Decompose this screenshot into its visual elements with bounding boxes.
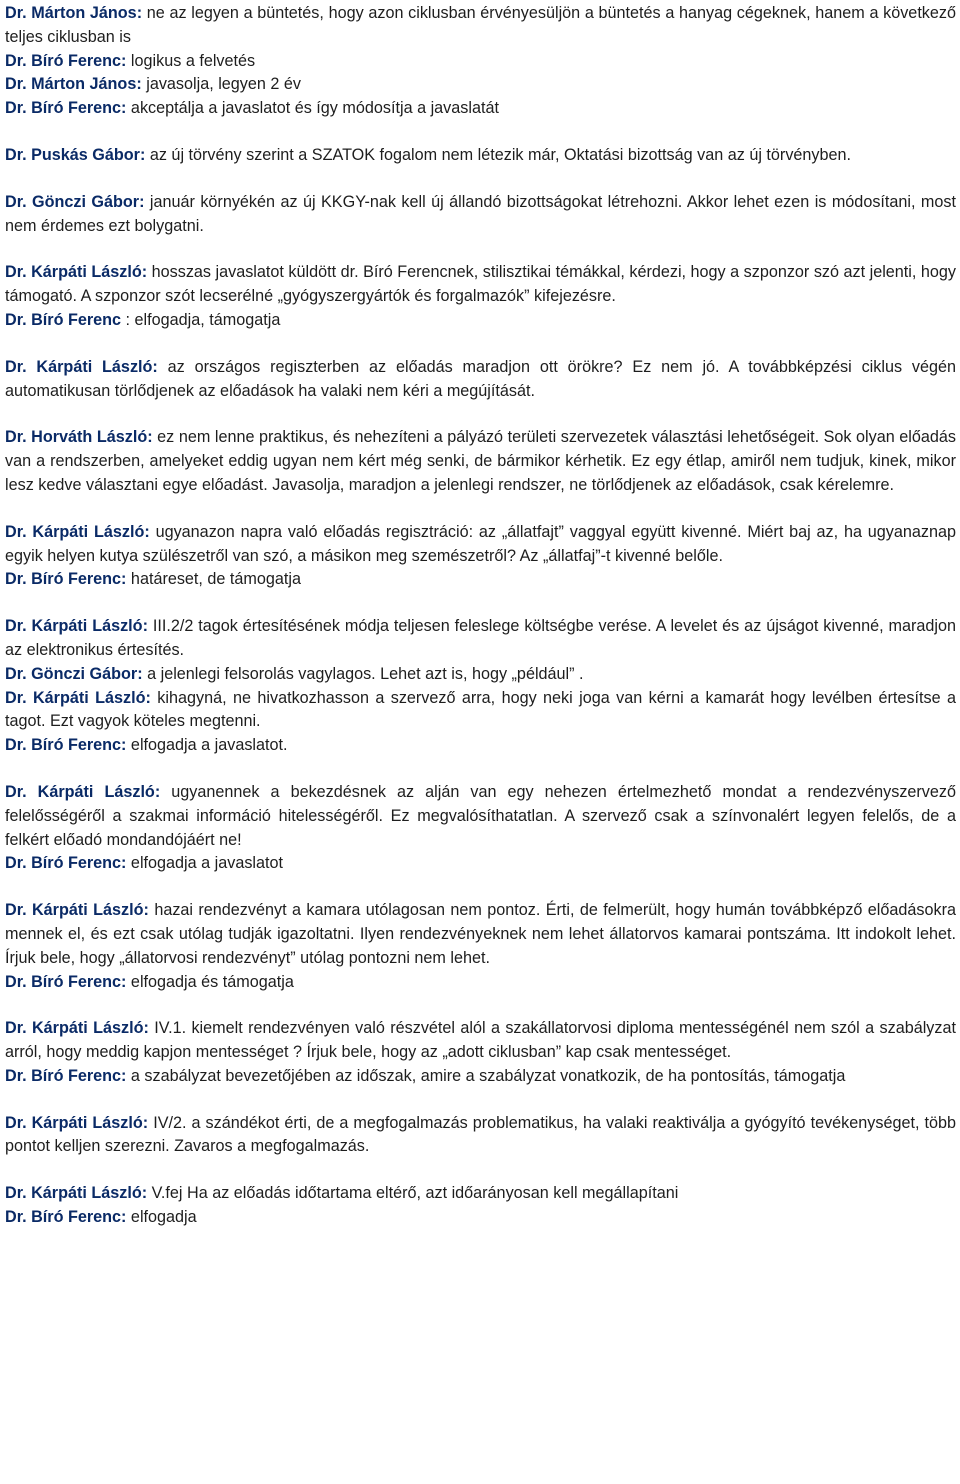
speaker-name: Dr. Kárpáti László: (5, 782, 161, 801)
speaker-name: Dr. Kárpáti László: (5, 617, 148, 636)
speaker-name: Dr. Kárpáti László: (5, 901, 149, 920)
statement-text: kihagyná, ne hivatkozhasson a szervező arra, hogy neki joga van kérni a kamarát hogy levélben értesítse a tagot. Ezt vagyok köteles megtenni. (5, 688, 956, 731)
statement-text: elfogadja a javaslatot. (126, 736, 288, 755)
speaker-name: Dr. Kárpáti László: (5, 263, 148, 282)
statement-text: hosszas javaslatot küldött dr. Bíró Ferencnek, stilisztikai témákkal, kérdezi, hogy a szponzor szó azt jelenti, hogy támogató. A szponzor szót lecserélné „gyógyszergyártók és forgalmazók” kifejezésre. (5, 263, 956, 306)
speaker-name: Dr. Horváth László: (5, 428, 153, 447)
statement-text: logikus a felvetés (126, 51, 256, 70)
speaker-name: Dr. Bíró Ferenc: (5, 736, 127, 755)
statement (5, 191, 956, 239)
statement (5, 97, 956, 121)
statement (5, 971, 956, 995)
statement (5, 356, 956, 404)
statement (5, 1112, 956, 1160)
statement (5, 73, 956, 97)
speaker-name: Dr. Kárpáti László: (5, 1019, 149, 1038)
statement-text: a szabályzat bevezetőjében az időszak, amire a szabályzat vonatkozik, de ha pontosítás, támogatja (126, 1066, 846, 1085)
statement (5, 615, 956, 663)
statement (5, 426, 956, 497)
statement (5, 1182, 956, 1206)
speaker-name: Dr. Bíró Ferenc: (5, 854, 127, 873)
speaker-name: Dr. Bíró Ferenc: (5, 99, 127, 118)
statement-text: IV/2. a szándékot érti, de a megfogalmazás problematikus, ha valaki reaktiválja a gyógyító tevékenységet, több pontot kelljen szerezni. Zavaros a megfogalmazás. (5, 1113, 957, 1156)
statement (5, 521, 956, 569)
statement (5, 687, 956, 735)
speaker-name: Dr. Kárpáti László: (5, 1184, 148, 1203)
statement (5, 899, 956, 970)
statement (5, 1206, 956, 1230)
statement-text: a jelenlegi felsorolás vagylagos. Lehet azt is, hogy „például” . (142, 664, 584, 683)
speaker-name: Dr. Bíró Ferenc (5, 310, 122, 329)
statement-text: V.fej Ha az előadás időtartama eltérő, azt időarányosan kell megállapítani (147, 1184, 679, 1203)
statement-text: határeset, de támogatja (126, 570, 302, 589)
statement-text: IV.1. kiemelt rendezvényen való részvétel alól a szakállatorvosi diploma mentességénél nem szól a szabályzat arról, hogy meddig kapjon mentességet ? Írjuk bele, hogy az „adott ciklusban” kap csak mentességet. (5, 1019, 956, 1062)
statement (5, 781, 956, 852)
speaker-name: Dr. Bíró Ferenc: (5, 51, 127, 70)
statement-text: az új törvény szerint a SZATOK fogalom nem létezik már, Oktatási bizottság van az új törvényben. (145, 145, 852, 164)
statement-text: javasolja, legyen 2 év (141, 75, 301, 94)
statement (5, 568, 956, 592)
statement-text: : elfogadja, támogatja (121, 310, 281, 329)
statement-text: elfogadja a javaslatot (126, 854, 284, 873)
statement (5, 261, 956, 309)
statement-text: ne az legyen a büntetés, hogy azon ciklusban érvényesüljön a büntetés a hanyag cégeknek, hanem a következő teljes ciklusban is (5, 4, 957, 46)
statement (5, 852, 956, 876)
speaker-name: Dr. Kárpáti László: (5, 688, 151, 707)
statement-text: január környékén az új KKGY-nak kell új állandó bizottságokat létrehozni. Akkor lehet ezen is módosítani, most nem érdemes ezt bolygatni. (5, 192, 957, 235)
statement-text: ugyanennek a bekezdésnek az alján van egy nehezen értelmezhető mondat a rendezvényszervező felelősségéről a szakmai információ hitelességéről. Ez megvalósíthatatlan. A szervező csak a színvonalért legyen felelős, de a felkért előadó mondandójáért ne! (5, 782, 956, 849)
speaker-name: Dr. Bíró Ferenc: (5, 1066, 127, 1085)
statement-text: az országos regiszterben az előadás maradjon ott örökre? Ez nem jó. A továbbképzési ciklus végén automatikusan törlődjenek az előadások ha valaki nem kéri a megújítását. (5, 357, 956, 400)
speaker-name: Dr. Bíró Ferenc: (5, 570, 127, 589)
speaker-name: Dr. Puskás Gábor: (5, 145, 146, 164)
speaker-name: Dr. Márton János: (5, 4, 143, 22)
statement (5, 663, 956, 687)
statement-text: hazai rendezvényt a kamara utólagosan nem pontoz. Érti, de felmerült, hogy humán továbbképző előadásokra mennek el, és ezt csak utólag tudják igazoltatni. Ilyen rendezvényeknek nem lehet állatorvos kamarai pontszáma. Itt indokolt lehet. Írjuk bele, hogy „állatorvosi rendezvényt” utólag pontozni nem lehet. (5, 901, 956, 967)
speaker-name: Dr. Bíró Ferenc: (5, 972, 127, 991)
statement-text: III.2/2 tagok értesítésének módja teljesen feleslege költségbe verése. A levelet és az újságot kivenné, maradjon az elektronikus értesítés. (5, 617, 957, 659)
statement-text: akceptálja a javaslatot és így módosítja a javaslatát (126, 99, 499, 118)
statement (5, 309, 956, 333)
statement-text: elfogadja (126, 1208, 197, 1227)
statement (5, 144, 956, 168)
speaker-name: Dr. Gönczi Gábor: (5, 192, 145, 211)
speaker-name: Dr. Kárpáti László: (5, 357, 158, 376)
speaker-name: Dr. Gönczi Gábor: (5, 664, 143, 683)
statement (5, 1017, 956, 1065)
speaker-name: Dr. Márton János: (5, 75, 142, 94)
statement-text: ez nem lenne praktikus, és nehezíteni a pályázó területi szervezetek választási lehetőségeit. Sok olyan előadás van a rendszerben, amelyeket eddig ugyan nem kért még senki, de bármikor kérhetik. Ez egy étlap, amiről nem tudjuk, kinek, mikor lesz kedve választani egye előadást. Javasolja, maradjon a jelenlegi rendszer, ne törlődjenek az előadások, csak kérelemre. (5, 428, 956, 494)
speaker-name: Dr. Kárpáti László: (5, 522, 150, 541)
statement (5, 2, 956, 50)
statement (5, 50, 956, 74)
statement (5, 1065, 956, 1089)
statement (5, 734, 956, 758)
speaker-name: Dr. Bíró Ferenc: (5, 1208, 127, 1227)
speaker-name: Dr. Kárpáti László: (5, 1113, 149, 1132)
statement-text: ugyanazon napra való előadás regisztráció: az „állatfajt” vaggyal együtt kivenné. Miért baj az, ha ugyanaznap egyik helyen kutya szülészetről van szó, a másikon meg szemészetről? Az „állatfaj”-t kivenné belőle. (5, 522, 956, 565)
statement-text: elfogadja és támogatja (126, 972, 294, 991)
